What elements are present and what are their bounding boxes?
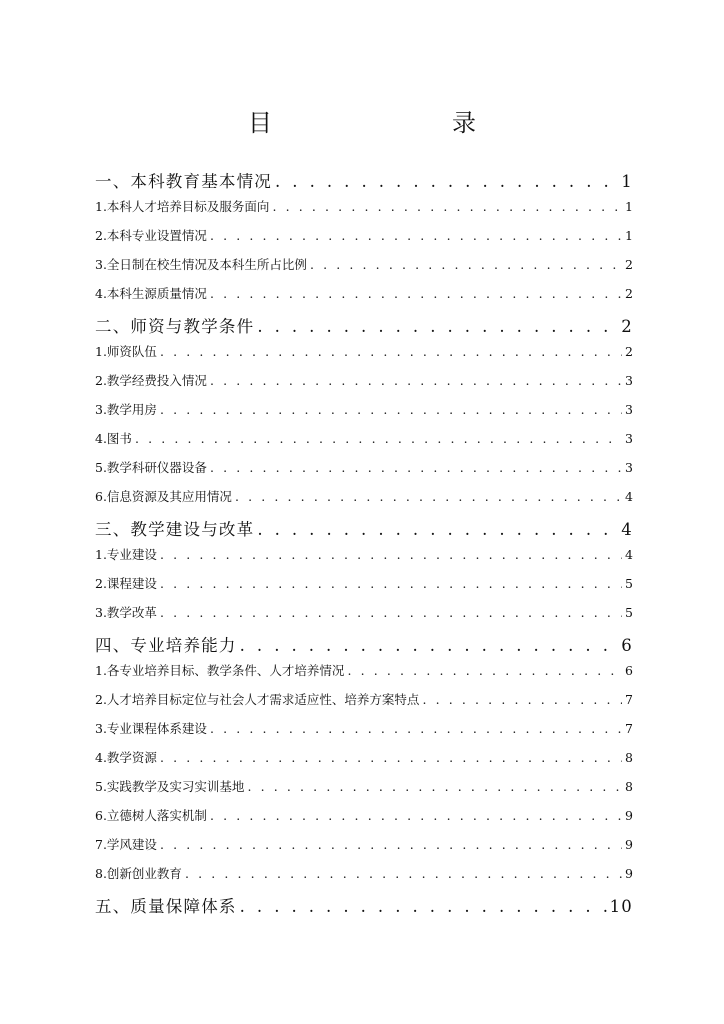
toc-subsection-entry[interactable] [95, 835, 633, 864]
toc-dot-leader [160, 576, 622, 591]
toc-entry-label: 3.教学改革 [95, 605, 157, 620]
toc-dot-leader [210, 228, 622, 243]
toc-dot-leader [240, 897, 607, 916]
toc-entry-label: 4.教学资源 [95, 750, 157, 765]
toc-page-number: 9 [625, 808, 633, 823]
toc-dot-leader [135, 431, 622, 446]
toc-entry-label: 7.学风建设 [95, 837, 157, 852]
toc-subsection-entry[interactable] [95, 226, 633, 255]
toc-page-number: 5 [625, 576, 633, 591]
toc-dot-leader [210, 373, 622, 388]
toc-subsection-entry[interactable] [95, 400, 633, 429]
toc-dot-leader [210, 808, 622, 823]
toc-entry-label: 二、师资与教学条件 [95, 317, 255, 336]
toc-entry-label: 5.实践教学及实习实训基地 [95, 779, 245, 794]
toc-page-number: 4 [625, 489, 633, 504]
toc-dot-leader [275, 172, 618, 191]
toc-subsection-entry[interactable] [95, 371, 633, 400]
toc-dot-leader [210, 460, 622, 475]
toc-entry-label: 1.师资队伍 [95, 344, 157, 359]
toc-page-number: 3 [625, 431, 633, 446]
toc-entry-label: 6.立德树人落实机制 [95, 808, 207, 823]
toc-entry-label: 8.创新创业教育 [95, 866, 182, 881]
toc-subsection-entry[interactable] [95, 661, 633, 690]
toc-entry-label: 三、教学建设与改革 [95, 520, 255, 539]
toc-dot-leader [240, 636, 619, 655]
toc-dot-leader [160, 837, 622, 852]
toc-dot-leader [310, 257, 622, 272]
toc-subsection-entry[interactable] [95, 777, 633, 806]
toc-subsection-entry[interactable] [95, 690, 633, 719]
toc-entry-label: 3.专业课程体系建设 [95, 721, 207, 736]
toc-entry-label: 5.教学科研仪器设备 [95, 460, 207, 475]
toc-dot-leader [210, 286, 622, 301]
toc-subsection-entry[interactable] [95, 342, 633, 371]
toc-page-number: 1 [621, 172, 633, 191]
toc-page-number: 2 [625, 257, 633, 272]
toc-page-number: 2 [621, 317, 633, 336]
toc-dot-leader [160, 402, 622, 417]
toc-dot-leader [247, 779, 622, 794]
toc-dot-leader [160, 547, 622, 562]
toc-subsection-entry[interactable] [95, 806, 633, 835]
toc-page-number: 7 [625, 721, 633, 736]
toc-page-number: 10 [609, 897, 633, 916]
toc-page-number: 4 [625, 547, 633, 562]
toc-page-number: 7 [625, 692, 633, 707]
toc-entry-label: 1.本科人才培养目标及服务面向 [95, 199, 270, 214]
toc-entry-label: 3.教学用房 [95, 402, 157, 417]
toc-entry-label: 6.信息资源及其应用情况 [95, 489, 232, 504]
toc-page-number: 9 [625, 837, 633, 852]
toc-subsection-entry[interactable] [95, 603, 633, 632]
toc-subsection-entry[interactable] [95, 487, 633, 516]
page-title: 目 录 [248, 109, 520, 137]
toc-page-number: 5 [625, 605, 633, 620]
toc-dot-leader [160, 605, 622, 620]
toc-subsection-entry[interactable] [95, 864, 633, 893]
toc-page-number: 3 [625, 460, 633, 475]
toc-dot-leader [257, 520, 618, 539]
toc-entry-label: 2.教学经费投入情况 [95, 373, 207, 388]
toc-dot-leader [235, 489, 622, 504]
toc-entry-label: 一、本科教育基本情况 [95, 172, 272, 191]
toc-page-number: 1 [625, 199, 633, 214]
toc-page-number: 9 [625, 866, 633, 881]
toc-page-number: 3 [625, 373, 633, 388]
toc-page-number: 3 [625, 402, 633, 417]
toc-entry-label: 1.专业建设 [95, 547, 157, 562]
toc-subsection-entry[interactable] [95, 429, 633, 458]
toc-subsection-entry[interactable] [95, 545, 633, 574]
toc-dot-leader [160, 344, 622, 359]
toc-subsection-entry[interactable] [95, 458, 633, 487]
toc-dot-leader [422, 692, 622, 707]
toc-subsection-entry[interactable] [95, 574, 633, 603]
toc-dot-leader [257, 317, 618, 336]
toc-subsection-entry[interactable] [95, 748, 633, 777]
toc-dot-leader [185, 866, 622, 881]
toc-subsection-entry[interactable] [95, 255, 633, 284]
toc-page-number: 2 [625, 344, 633, 359]
toc-page-number: 6 [621, 636, 633, 655]
toc-section-entry[interactable] [95, 516, 633, 545]
toc-section-entry[interactable] [95, 632, 633, 661]
toc-entry-label: 4.本科生源质量情况 [95, 286, 207, 301]
toc-dot-leader [160, 750, 622, 765]
toc-subsection-entry[interactable] [95, 719, 633, 748]
toc-entry-label: 2.人才培养目标定位与社会人才需求适应性、培养方案特点 [95, 692, 420, 707]
toc-entry-label: 2.本科专业设置情况 [95, 228, 207, 243]
toc-entry-label: 2.课程建设 [95, 576, 157, 591]
toc-page-number: 6 [625, 663, 633, 678]
toc-entry-label: 1.各专业培养目标、教学条件、人才培养情况 [95, 663, 345, 678]
toc-dot-leader [210, 721, 622, 736]
toc-section-entry[interactable] [95, 313, 633, 342]
toc-dot-leader [347, 663, 622, 678]
toc-entry-label: 4.图书 [95, 431, 132, 446]
toc-page-number: 1 [625, 228, 633, 243]
toc-page-number: 2 [625, 286, 633, 301]
toc-section-entry[interactable] [95, 168, 633, 197]
toc-entry-label: 五、质量保障体系 [95, 897, 237, 916]
toc-subsection-entry[interactable] [95, 284, 633, 313]
table-of-contents [95, 168, 633, 922]
toc-page-number: 4 [621, 520, 633, 539]
toc-entry-label: 四、专业培养能力 [95, 636, 237, 655]
toc-page-number: 8 [625, 779, 633, 794]
toc-entry-label: 3.全日制在校生情况及本科生所占比例 [95, 257, 307, 272]
toc-dot-leader [272, 199, 622, 214]
toc-subsection-entry[interactable] [95, 197, 633, 226]
toc-section-entry[interactable] [95, 893, 633, 922]
toc-page-number: 8 [625, 750, 633, 765]
